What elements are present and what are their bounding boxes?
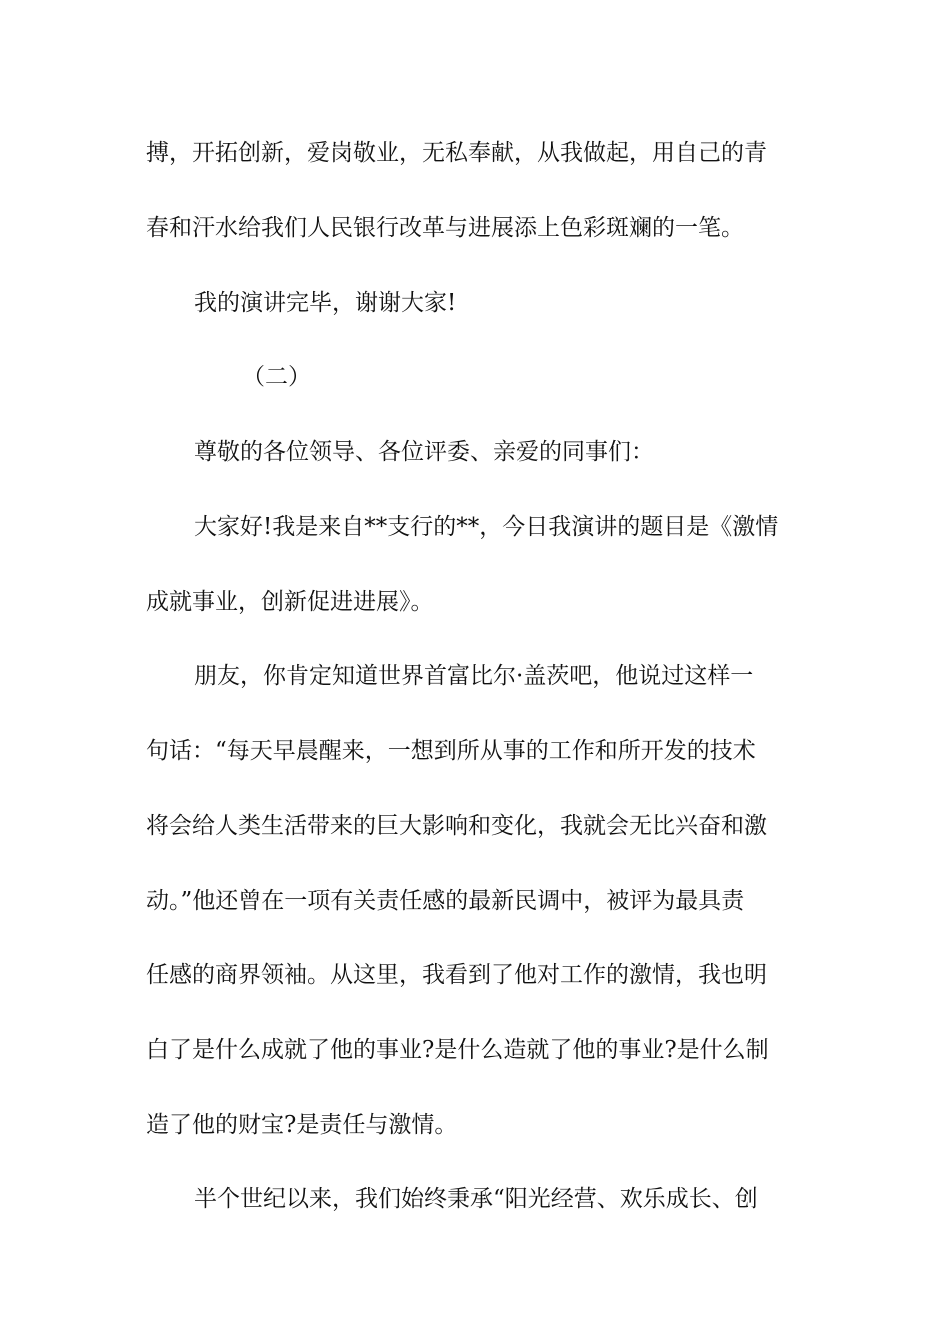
text-line: 动。”他还曾在一项有关责任感的最新民调中，被评为最具责 xyxy=(146,888,745,914)
text-line: 搏，开拓创新，爱岗敬业，无私奉献，从我做起，用自己的青 xyxy=(146,140,767,166)
text-line: 春和汗水给我们人民银行改革与进展添上色彩斑斓的一笔。 xyxy=(146,215,744,241)
text-line: 造了他的财宝?是责任与激情。 xyxy=(146,1112,458,1138)
section-heading: （二） xyxy=(242,364,311,390)
paragraph-start-line: 朋友，你肯定知道世界首富比尔·盖茨吧，他说过这样一 xyxy=(194,663,754,689)
text-line: 将会给人类生活带来的巨大影响和变化，我就会无比兴奋和激 xyxy=(146,813,767,839)
text-line: 白了是什么成就了他的事业?是什么造就了他的事业?是什么制 xyxy=(146,1037,769,1063)
text-line: 成就事业，创新促进进展》。 xyxy=(146,589,434,615)
paragraph-start-line: 我的演讲完毕，谢谢大家! xyxy=(194,290,457,316)
text-line: 句话：“每天早晨醒来，一想到所从事的工作和所开发的技术 xyxy=(146,738,756,764)
salutation-line: 尊敬的各位领导、各位评委、亲爱的同事们： xyxy=(194,439,654,465)
paragraph-start-line: 半个世纪以来，我们始终秉承“阳光经营、欢乐成长、创 xyxy=(194,1186,758,1212)
text-line: 任感的商界领袖。从这里，我看到了他对工作的激情，我也明 xyxy=(146,962,767,988)
paragraph-start-line: 大家好!我是来自**支行的**，今日我演讲的题目是《激情 xyxy=(194,514,779,540)
